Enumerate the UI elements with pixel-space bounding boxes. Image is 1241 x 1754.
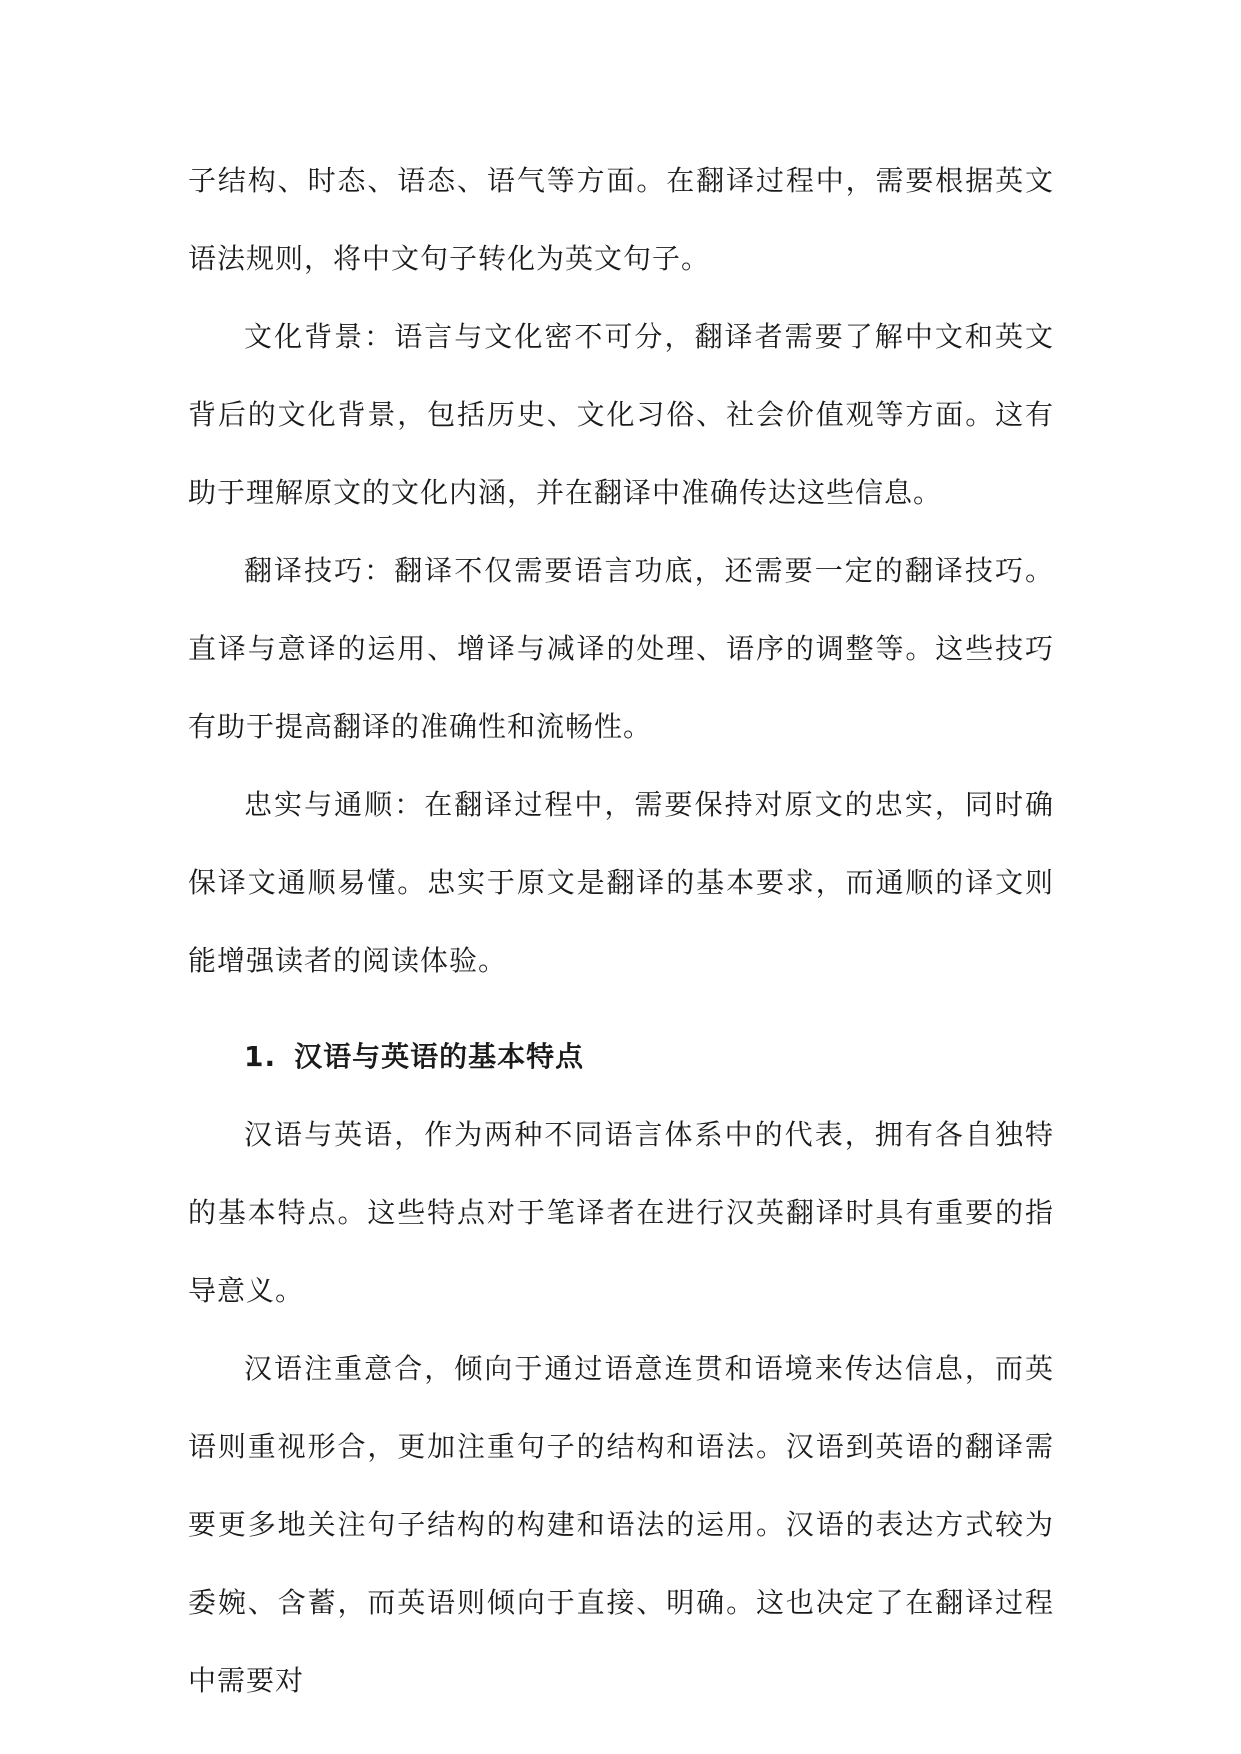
section-title: 汉语与英语的基本特点 [294,1040,585,1073]
section-number: 1. [244,1040,277,1073]
paragraph-translation-skills: 翻译技巧：翻译不仅需要语言功底，还需要一定的翻译技巧。直译与意译的运用、增译与减译的处理、语序的调整等。这些技巧有助于提高翻译的准确性和流畅性。 [188,554,1054,743]
paragraph-sentence-structure: 子结构、时态、语态、语气等方面。在翻译过程中，需要根据英文语法规则，将中文句子转化为英文句子。 [188,164,1054,275]
paragraph-cultural-background: 文化背景：语言与文化密不可分，翻译者需要了解中文和英文背后的文化背景，包括历史、文化习俗、社会价值观等方面。这有助于理解原文的文化内涵，并在翻译中准确传达这些信息。 [188,320,1054,509]
section-heading [188,1018,1054,1096]
paragraph-faithfulness-fluency: 忠实与通顺：在翻译过程中，需要保持对原文的忠实，同时确保译文通顺易懂。忠实于原文是翻译的基本要求，而通顺的译文则能增强读者的阅读体验。 [188,788,1054,977]
document-body [188,142,1054,1720]
paragraph-basic-features-intro: 汉语与英语，作为两种不同语言体系中的代表，拥有各自独特的基本特点。这些特点对于笔译者在进行汉英翻译时具有重要的指导意义。 [188,1118,1054,1307]
paragraph-parataxis-hypotaxis: 汉语注重意合，倾向于通过语意连贯和语境来传达信息，而英语则重视形合，更加注重句子的结构和语法。汉语到英语的翻译需要更多地关注句子结构的构建和语法的运用。汉语的表达方式较为委婉、含蓄，而英语则倾向于直接、明确。这也决定了在翻译过程中需要对 [188,1352,1054,1697]
